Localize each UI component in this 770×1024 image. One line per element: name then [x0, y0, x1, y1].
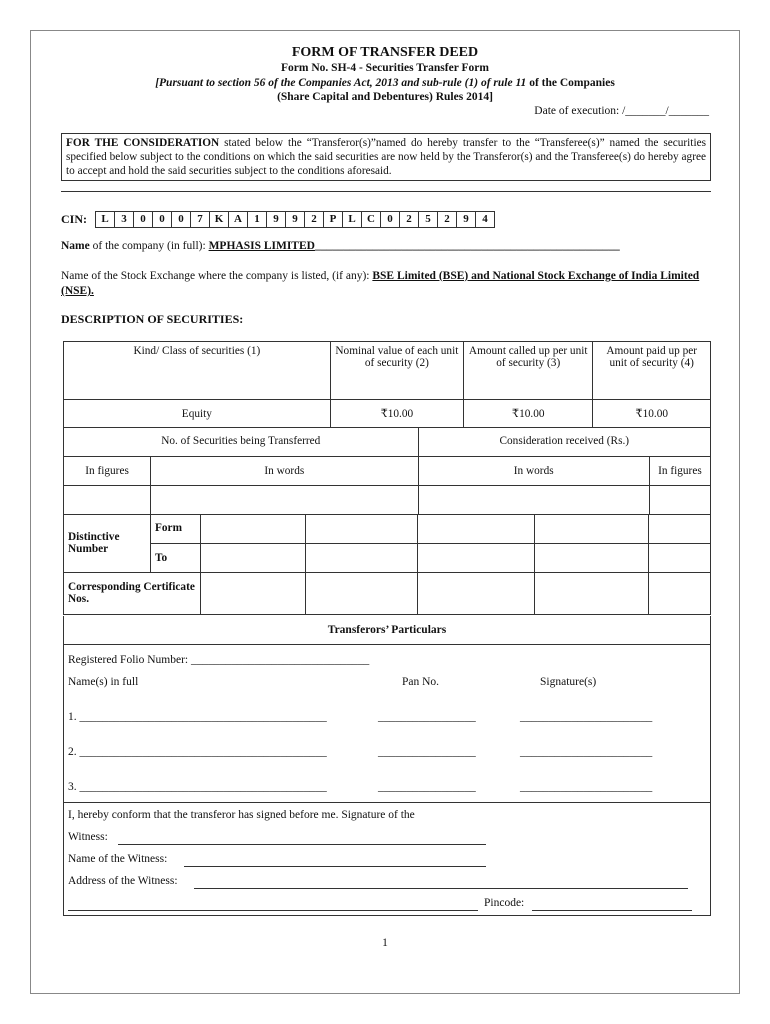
witness-address-line-2 — [68, 910, 478, 911]
kind-class-header: Kind/ Class of securities (1) — [64, 342, 331, 400]
transfer-quantity-table — [63, 427, 711, 515]
folio-number: Registered Folio Number: _______________________________ — [68, 654, 370, 666]
form-number: Form No. SH-4 - Securities Transfer Form — [281, 62, 489, 74]
transferor-row-1-name: 1. ___________________________________________ — [68, 711, 327, 723]
cert-cell-1 — [201, 572, 306, 614]
amount-called-header: Amount called up per unit of security (3) — [464, 342, 593, 400]
transferor-row-1-pan: _________________ — [378, 711, 476, 723]
witness-signature: Witness: — [68, 831, 108, 843]
signature-label: Signature(s) — [540, 676, 597, 688]
cin-char-box: P — [324, 212, 343, 227]
company-name-line: Name of the company (in full): MPHASIS LIMITED_____________________________________________________ — [61, 240, 620, 252]
form-title: FORM OF TRANSFER DEED — [291, 45, 479, 60]
to-cell-1 — [201, 543, 306, 572]
page-number: 1 — [382, 937, 388, 949]
cin-char-box: 9 — [457, 212, 476, 227]
corresponding-certificate-label: Corresponding Certificate Nos. — [64, 572, 201, 614]
form-cell-4 — [535, 514, 649, 543]
in-words-cell-2 — [418, 485, 649, 514]
cin-char-box: K — [210, 212, 229, 227]
form-label: Form — [151, 514, 201, 543]
pincode-label: Pincode: — [484, 897, 525, 909]
pan-label: Pan No. — [402, 676, 440, 688]
transferor-row-2-name: 2. ___________________________________________ — [68, 746, 327, 758]
in-figures-cell — [64, 485, 151, 514]
distinctive-number-label: Distinctive Number — [64, 514, 151, 572]
transferor-row-2-sig: _______________________ — [520, 746, 653, 758]
cin-char-box: 4 — [482, 213, 488, 225]
cert-cell-5 — [649, 572, 711, 614]
cin-char-box: 0 — [172, 212, 191, 227]
witness-signature-line — [118, 844, 486, 845]
transferor-row-1-sig: _______________________ — [520, 711, 653, 723]
in-words-header-2: In words — [418, 456, 649, 485]
in-figures-header: In figures — [64, 456, 151, 485]
securities-table — [63, 341, 711, 428]
transferor-row-2-pan: _________________ — [378, 746, 476, 758]
transferor-row-3-pan: _________________ — [378, 781, 476, 793]
cin-boxes — [95, 211, 495, 228]
cin-char-box: 5 — [419, 212, 438, 227]
witness-section — [63, 803, 711, 916]
witness-address: Address of the Witness: — [68, 875, 178, 887]
distinctive-number-table — [63, 514, 711, 615]
cin-char-box: A — [229, 212, 248, 227]
nominal-value-header: Nominal value of each unit of security (2) — [330, 342, 463, 400]
cin-label: CIN: — [61, 212, 87, 226]
in-words-header: In words — [151, 456, 418, 485]
witness-conform-text: I, hereby conform that the transferor has signed before me. Signature of the — [68, 809, 415, 821]
date-of-execution: Date of execution: /_______/_______ — [534, 105, 709, 117]
description-heading: DESCRIPTION OF SECURITIES: — [61, 312, 244, 326]
form-cell-3 — [418, 514, 535, 543]
witness-name-line — [184, 866, 486, 867]
witness-name: Name of the Witness: — [68, 853, 168, 865]
in-figures-header-2: In figures — [649, 456, 710, 485]
transferors-heading: Transferors’ Particulars — [63, 616, 711, 645]
amount-called-value: ₹10.00 — [464, 400, 593, 428]
amount-paid-value: ₹10.00 — [593, 400, 711, 428]
cin-char-box: 0 — [153, 212, 172, 227]
cin-char-box: 2 — [305, 212, 324, 227]
cin-char-box: 2 — [400, 212, 419, 227]
divider — [61, 191, 711, 192]
cert-cell-2 — [306, 572, 418, 614]
cin-char-box: 1 — [248, 212, 267, 227]
nominal-value: ₹10.00 — [330, 400, 463, 428]
witness-address-line — [194, 888, 688, 889]
cin-char-box: 2 — [438, 212, 457, 227]
pincode-line — [532, 910, 692, 911]
cert-cell-3 — [418, 572, 535, 614]
in-figures-cell-2 — [649, 485, 710, 514]
no-of-securities-header: No. of Securities being Transferred — [64, 427, 419, 456]
pursuant-line: [Pursuant to section 56 of the Companies Act, 2013 and sub-rule (1) of rule 11 of the Companies — [155, 77, 615, 89]
cin-char-box: 3 — [115, 212, 134, 227]
cin-char-box: C — [362, 212, 381, 227]
consideration-received-header: Consideration received (Rs.) — [418, 427, 710, 456]
transferor-row-3-name: 3. ___________________________________________ — [68, 781, 327, 793]
to-cell-3 — [418, 543, 535, 572]
cin-char-box: 0 — [381, 212, 400, 227]
stock-exchange-line: Name of the Stock Exchange where the company is listed, (if any): BSE Limited (BSE) and National Stock Exchange of India Limited (NSE). — [61, 270, 700, 297]
to-label: To — [151, 543, 201, 572]
in-words-cell — [151, 485, 418, 514]
amount-paid-header: Amount paid up per unit of security (4) — [593, 342, 711, 400]
cin-char-box: L — [96, 212, 115, 227]
transferor-row-3-sig: _______________________ — [520, 781, 653, 793]
cert-cell-4 — [535, 572, 649, 614]
names-label: Name(s) in full — [68, 676, 139, 688]
form-cell-1 — [201, 514, 306, 543]
cin-char-box: 0 — [134, 212, 153, 227]
rules-line: (Share Capital and Debentures) Rules 2014] — [277, 91, 493, 103]
cin-char-box: 9 — [286, 212, 305, 227]
form-cell-2 — [306, 514, 418, 543]
consideration-box: FOR THE CONSIDERATION stated below the “Transferor(s)”named do hereby transfer to the “Transferee(s)” named the securities specified below subject to the conditions on which the said securities are now held by the Transferor(s) and the Transferee(s) do hereby agree to accept and hold the said securities subject to the conditions aforesaid. — [61, 133, 711, 181]
to-cell-2 — [306, 543, 418, 572]
kind-class-value: Equity — [64, 400, 331, 428]
cin-char-box: 7 — [191, 212, 210, 227]
cin-char-box: L — [343, 212, 362, 227]
to-cell-4 — [535, 543, 649, 572]
document-page — [30, 30, 740, 994]
cin-char-box: 9 — [267, 212, 286, 227]
to-cell-5 — [649, 543, 711, 572]
transferors-section — [63, 645, 711, 803]
form-cell-5 — [649, 514, 711, 543]
